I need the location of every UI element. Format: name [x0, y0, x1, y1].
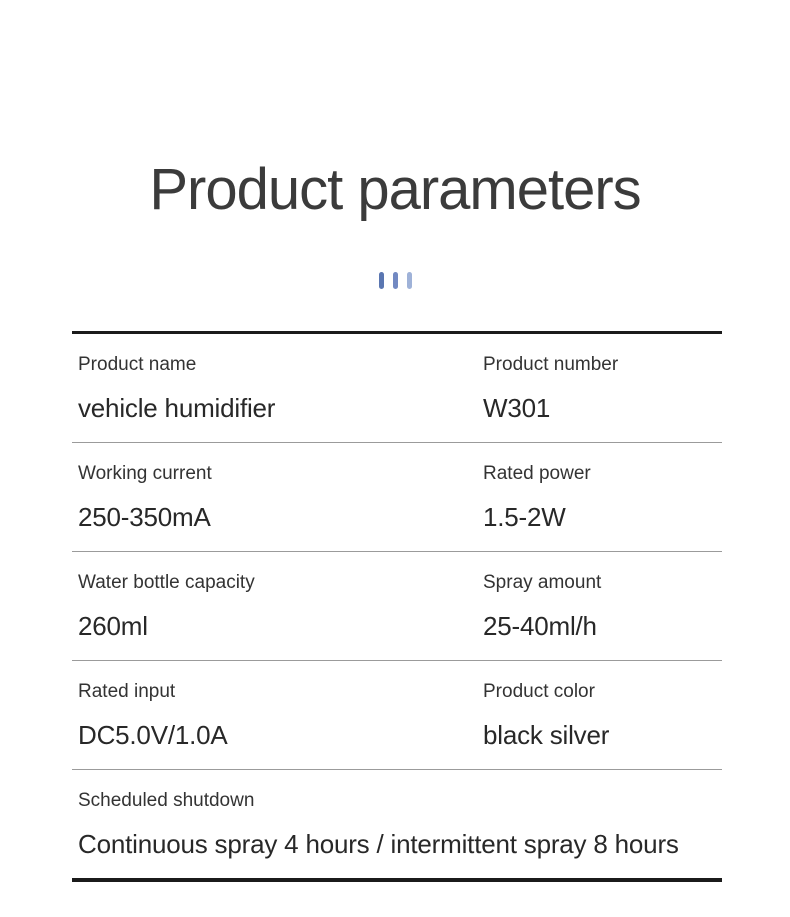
page-title: Product parameters — [149, 157, 641, 222]
spec-value: vehicle humidifier — [78, 392, 276, 423]
spec-label: Rated power — [483, 463, 591, 485]
spec-cell — [78, 790, 722, 860]
spec-label: Spray amount — [483, 572, 602, 594]
spec-value: Continuous spray 4 hours / intermittent spray 8 hours — [78, 828, 679, 859]
spec-value: 260ml — [78, 610, 148, 641]
spec-cell — [78, 354, 483, 424]
title-decoration-bar — [379, 272, 384, 289]
spec-cell — [483, 572, 722, 642]
title-decoration-bar — [407, 272, 412, 289]
spec-row — [72, 334, 722, 443]
spec-cell — [483, 354, 722, 424]
spec-label: Water bottle capacity — [78, 572, 255, 594]
title-decoration — [0, 272, 790, 289]
spec-label: Product name — [78, 354, 197, 375]
spec-label: Product number — [483, 354, 619, 375]
spec-value: black silver — [483, 719, 610, 750]
spec-value: 250-350mA — [78, 501, 211, 532]
spec-value: 25-40ml/h — [483, 610, 597, 641]
spec-table — [72, 331, 722, 882]
spec-label: Product color — [483, 681, 595, 703]
spec-row — [72, 661, 722, 770]
spec-cell — [78, 572, 483, 642]
spec-value: W301 — [483, 392, 551, 423]
spec-row — [72, 552, 722, 661]
spec-value: DC5.0V/1.0A — [78, 719, 228, 750]
spec-cell — [78, 681, 483, 751]
spec-label: Rated input — [78, 681, 176, 703]
spec-row — [72, 443, 722, 552]
spec-label: Working current — [78, 463, 212, 485]
spec-row — [72, 770, 722, 882]
spec-cell — [483, 463, 722, 533]
spec-cell — [78, 463, 483, 533]
spec-cell — [483, 681, 722, 751]
spec-label: Scheduled shutdown — [78, 790, 255, 812]
title-decoration-bar — [393, 272, 398, 289]
spec-value: 1.5-2W — [483, 501, 566, 532]
